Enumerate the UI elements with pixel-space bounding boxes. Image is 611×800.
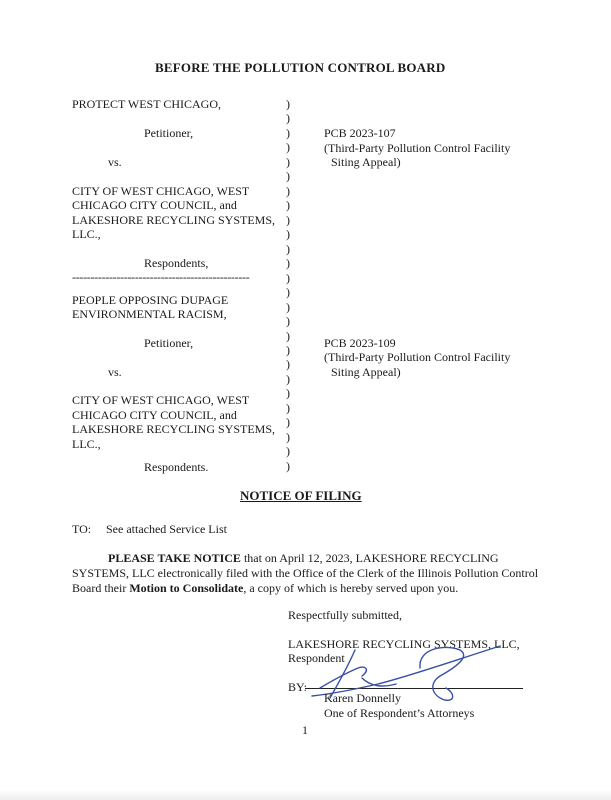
caption-paren: )	[286, 140, 290, 155]
notice-title: NOTICE OF FILING	[240, 488, 362, 503]
case1-respondent-line: LAKESHORE RECYCLING SYSTEMS,	[72, 213, 276, 227]
caption-paren: )	[286, 458, 290, 473]
case2-number: PCB 2023-109	[324, 336, 396, 350]
caption-parentheses	[286, 97, 296, 473]
case1-description: Siting Appeal)	[331, 155, 401, 169]
caption-paren: )	[286, 183, 290, 198]
caption-divider: ------------------------------------------------	[72, 270, 250, 284]
notice-paragraph-line	[108, 550, 499, 566]
case1-vs: vs.	[108, 155, 122, 169]
caption-paren: )	[286, 270, 290, 285]
case1-petitioner-label: Petitioner,	[144, 126, 194, 140]
caption-paren: )	[286, 169, 290, 184]
case2-respondent-line: CHICAGO CITY COUNCIL, and	[72, 408, 237, 422]
caption-paren: )	[286, 299, 290, 314]
case1-respondent-label: Respondents,	[144, 256, 209, 270]
case2-respondent-line: CITY OF WEST CHICAGO, WEST	[72, 393, 250, 407]
to-value: See attached Service List	[106, 522, 227, 536]
caption-paren: )	[286, 97, 290, 111]
scan-edge	[0, 790, 611, 800]
case1-number: PCB 2023-107	[324, 126, 396, 140]
caption-paren: )	[286, 111, 290, 126]
case1-description: (Third-Party Pollution Control Facility	[324, 141, 511, 155]
case2-respondent-line: LAKESHORE RECYCLING SYSTEMS,	[72, 422, 276, 436]
case1-petitioner-name: PROTECT WEST CHICAGO,	[72, 97, 222, 111]
caption-paren: )	[286, 386, 290, 401]
caption-paren: )	[286, 198, 290, 213]
notice-bold-lead: PLEASE TAKE NOTICE	[108, 551, 241, 565]
closing: Respectfully submitted,	[288, 608, 402, 622]
case2-respondent-line: LLC.,	[72, 437, 101, 451]
notice-paragraph-line: SYSTEMS, LLC electronically filed with the Office of the Clerk of the Illinois Pollution Control	[72, 566, 539, 580]
caption-paren: )	[286, 125, 290, 140]
caption-paren: )	[286, 154, 290, 169]
caption-paren: )	[286, 212, 290, 227]
caption-paren: )	[286, 444, 290, 459]
by-label: BY:	[288, 680, 307, 694]
caption-paren: )	[286, 256, 290, 271]
caption-paren: )	[286, 415, 290, 430]
caption-paren: )	[286, 357, 290, 372]
notice-text: , a copy of which is hereby served upon you.	[243, 581, 459, 595]
page-number: 1	[302, 723, 308, 737]
caption-paren: )	[286, 285, 290, 300]
case2-petitioner-line: ENVIRONMENTAL RACISM,	[72, 307, 227, 321]
caption-paren: )	[286, 328, 290, 343]
firm-role: Respondent	[288, 651, 345, 665]
case2-description: Siting Appeal)	[331, 365, 401, 379]
motion-title: Motion to Consolidate	[129, 581, 244, 595]
signer-title: One of Respondent’s Attorneys	[324, 706, 475, 720]
caption-paren: )	[286, 371, 290, 386]
caption-paren: )	[286, 342, 290, 357]
case1-respondent-line: CITY OF WEST CHICAGO, WEST	[72, 184, 250, 198]
case1-respondent-line: CHICAGO CITY COUNCIL, and	[72, 198, 237, 212]
signer-name: Karen Donnelly	[324, 691, 401, 705]
case2-petitioner-line: PEOPLE OPPOSING DUPAGE	[72, 293, 229, 307]
notice-text: Board their	[72, 581, 130, 595]
caption-paren: )	[286, 227, 290, 242]
case2-petitioner-label: Petitioner,	[144, 336, 194, 350]
caption-paren: )	[286, 241, 290, 256]
case2-vs: vs.	[108, 365, 122, 379]
case1-respondent-line: LLC.,	[72, 227, 101, 241]
caption-paren: )	[286, 314, 290, 329]
court-heading: BEFORE THE POLLUTION CONTROL BOARD	[155, 60, 446, 75]
caption-paren: )	[286, 429, 290, 444]
case2-respondent-label: Respondents.	[144, 460, 209, 474]
case2-description: (Third-Party Pollution Control Facility	[324, 350, 511, 364]
notice-paragraph-line	[72, 580, 458, 596]
firm-name: LAKESHORE RECYCLING SYSTEMS, LLC,	[288, 637, 520, 651]
notice-text: that on April 12, 2023, LAKESHORE RECYCLING	[240, 551, 499, 565]
to-label: TO:	[72, 522, 92, 536]
caption-paren: )	[286, 400, 290, 415]
